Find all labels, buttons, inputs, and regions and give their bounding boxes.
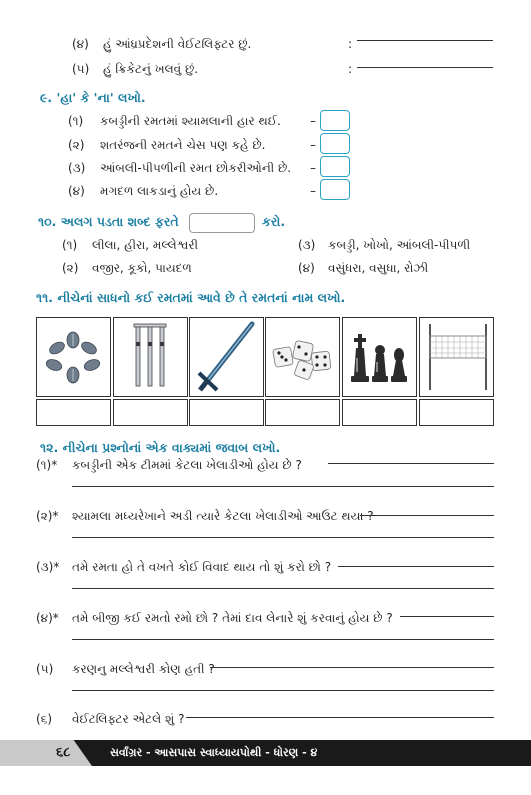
item-number: (૩) — [68, 161, 86, 175]
answer-line[interactable] — [357, 67, 493, 68]
yes-no-answer-box[interactable] — [320, 179, 350, 200]
word-group[interactable]: લીલા, હીરા, મલ્લેશ્વરી — [92, 238, 199, 252]
item-number: (૪) — [72, 37, 89, 51]
answer-line[interactable] — [360, 515, 494, 516]
q10-heading-end: કરો. — [262, 214, 286, 229]
colon: : — [348, 37, 353, 51]
answer-line[interactable] — [186, 717, 494, 718]
game-name-box[interactable] — [189, 399, 264, 426]
dash: – — [310, 184, 316, 198]
item-number: (૨) — [68, 138, 85, 152]
question-text: વેઈટલિફ્ટર એટલે શું ? — [72, 712, 185, 726]
answer-line[interactable] — [72, 486, 494, 487]
word-group[interactable]: વજીર, કૂકો, પાયદળ — [92, 261, 192, 275]
yes-no-answer-box[interactable] — [320, 156, 350, 177]
dash: – — [310, 114, 316, 128]
question-text: કબડ્ડીની એક ટીમમાં કેટલા ખેલાડીઓ હોય છે ? — [72, 458, 302, 472]
item-number: (૪) — [298, 261, 315, 275]
answer-line[interactable] — [357, 40, 493, 41]
game-name-box[interactable] — [36, 399, 111, 426]
dash: – — [310, 138, 316, 152]
footer-text: સર્વાંગ્રર - આસપાસ સ્વાધ્યાયપોથી - ધોરણ - ૪ — [110, 746, 318, 759]
colon: : — [348, 62, 353, 76]
page-number: ૬૮ — [56, 745, 71, 760]
item-number: (૩)* — [36, 560, 60, 574]
answer-line[interactable] — [328, 463, 494, 464]
q11-heading: ૧૧. નીચેનાં સાધનો કઈ રમતમાં આવે છે તે રમતનાં નામ લખો. — [36, 290, 346, 305]
item-number: (૧) — [62, 238, 78, 252]
q12-heading: ૧૨. નીચેના પ્રશ્નોનાં એક વાક્યમાં જવાબ લખો. — [40, 440, 281, 455]
cowrie-shells-picture — [36, 317, 111, 397]
answer-line[interactable] — [72, 588, 494, 589]
item-number: (૩) — [298, 238, 316, 252]
statement-text: હું ક્રિકેટનું ખલવું છું. — [103, 62, 199, 76]
word-group[interactable]: વસુંધરા, વસુધા, રોઝી — [328, 261, 429, 275]
statement-text: મગદળ લાકડાનું હોય છે. — [100, 184, 219, 198]
dice-picture — [265, 317, 340, 397]
game-name-box[interactable] — [113, 399, 188, 426]
question-text: શ્યામલા મધ્યરેખાને અડી ત્યારે કેટલા ખેલાડીઓ આઉટ થયા ? — [72, 509, 374, 523]
volleyball-net-picture — [419, 317, 494, 397]
dash: – — [310, 161, 316, 175]
item-number: (૪)* — [36, 611, 59, 625]
fencing-sword-picture — [189, 317, 264, 397]
game-name-box[interactable] — [265, 399, 340, 426]
game-name-box[interactable] — [342, 399, 417, 426]
item-number: (૪) — [68, 184, 85, 198]
answer-line[interactable] — [400, 616, 494, 617]
answer-line[interactable] — [72, 537, 494, 538]
question-text: તમે રમતા હો તે વખતે કોઈ વિવાદ થાય તો શું કરો છો ? — [72, 560, 332, 574]
item-number: (૧) — [68, 114, 84, 128]
answer-line[interactable] — [338, 566, 494, 567]
question-text: કરણનુ મલ્લેશ્વરી કોણ હતી ? — [72, 662, 215, 676]
answer-line[interactable] — [210, 667, 494, 668]
statement-text: આંબલી-પીપળીની રમત છોકરીઓની છે. — [100, 161, 292, 175]
game-name-box[interactable] — [419, 399, 494, 426]
question-text: તમે બીજી કઈ રમતો રમો છો ? તેમાં દાવ લેનારે શું કરવાનું હોય છે ? — [72, 611, 393, 625]
item-number: (૨) — [62, 261, 79, 275]
q10-heading: ૧૦. અલગ પડતા શબ્દ ફરતે — [38, 214, 179, 229]
cricket-stumps-picture — [113, 317, 188, 397]
word-group[interactable]: કબડ્ડી, ખોખો, આંબલી-પીપળી — [328, 238, 471, 252]
item-number: (૧)* — [36, 458, 58, 472]
item-number: (૫) — [72, 62, 90, 76]
chess-pieces-picture — [342, 317, 417, 397]
yes-no-answer-box[interactable] — [320, 110, 350, 131]
item-number: (૫) — [36, 662, 54, 676]
statement-text: કબડ્ડીની રમતમાં શ્યામલાની હાર થઈ. — [100, 114, 281, 128]
statement-text: હું આંધ્રપ્રદેશની વેઈટલિફ્ટર છું. — [103, 37, 252, 51]
statement-text: શતરંજની રમતને ચેસ પણ કહે છે. — [100, 138, 266, 152]
answer-line[interactable] — [72, 690, 494, 691]
item-number: (૨)* — [36, 509, 59, 523]
answer-line[interactable] — [72, 639, 494, 640]
q9-heading: ૯. 'હા' કે 'ના' લખો. — [40, 90, 146, 105]
item-number: (૬) — [36, 712, 53, 726]
circle-sample-box — [189, 213, 255, 233]
yes-no-answer-box[interactable] — [320, 133, 350, 154]
